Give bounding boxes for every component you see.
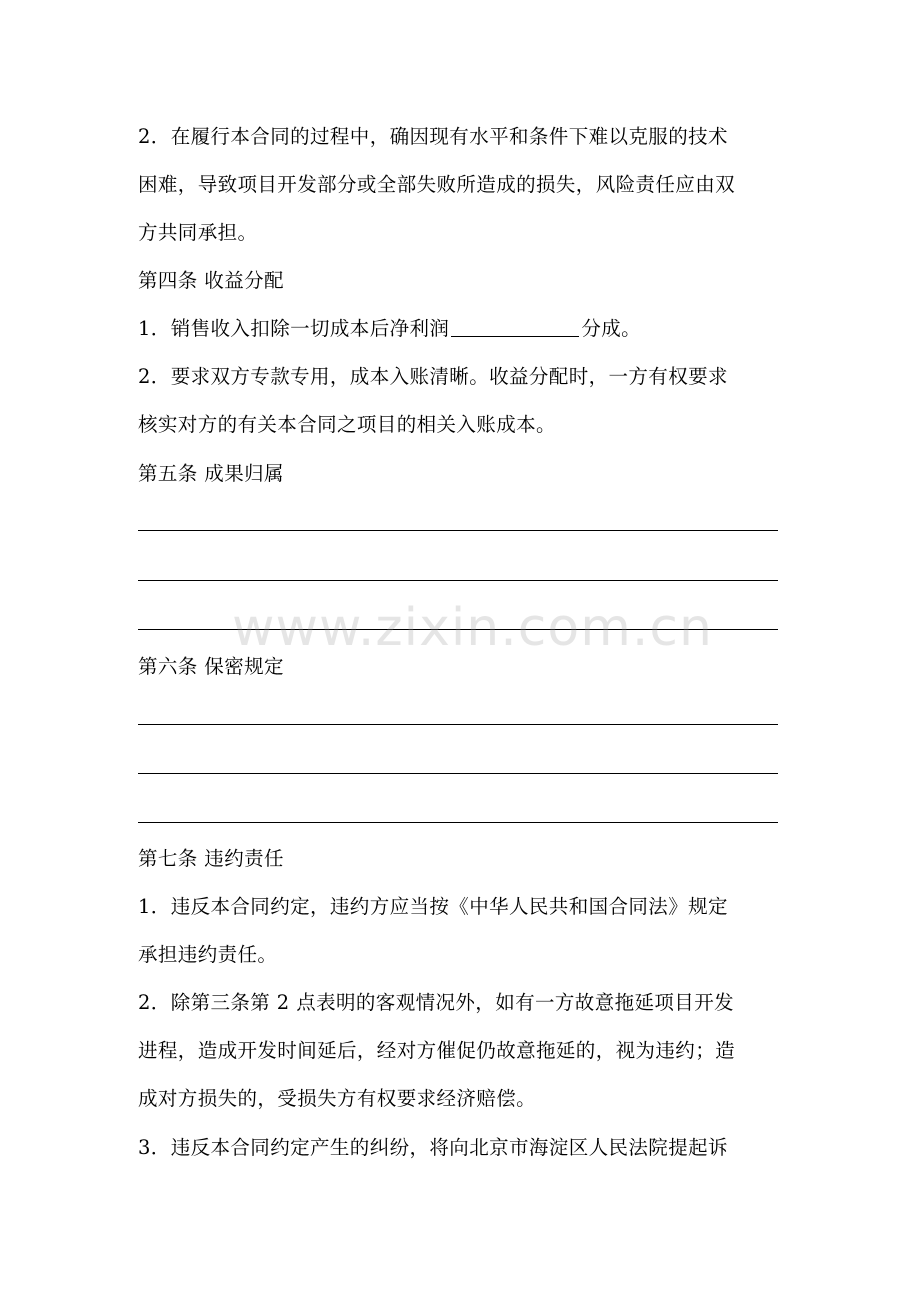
clause3-item2-line3: 方共同承担。 [138,221,258,244]
clause7-item2-line2: 进程，造成开发时间延后，经对方催促仍故意拖延的，视为违约；造 [138,1039,736,1062]
clause7-item2-line3: 成对方损失的，受损失方有权要求经济赔偿。 [138,1087,537,1110]
clause5-title: 第五条 成果归属 [138,462,284,485]
clause3-item2-line2: 困难，导致项目开发部分或全部失败所造成的损失，风险责任应由双 [138,173,736,196]
clause4-title: 第四条 收益分配 [138,269,284,292]
watermark: www.zixin.com.cn [232,598,713,658]
profit-share-blank [451,318,579,337]
clause4-item2-line1: 2．要求双方专款专用，成本入账清晰。收益分配时，一方有权要求 [138,365,728,388]
clause5-blank-line-1 [138,530,778,531]
clause4-item1 [138,316,783,342]
clause7-item3-line1: 3．违反本合同约定产生的纠纷，将向北京市海淀区人民法院提起诉 [138,1136,728,1159]
clause7-item1-line1: 1．违反本合同约定，违约方应当按《中华人民共和国合同法》规定 [138,895,728,918]
clause3-item2-line1: 2．在履行本合同的过程中，确因现有水平和条件下难以克服的技术 [138,125,728,148]
clause4-item2-line2: 核实对方的有关本合同之项目的相关入账成本。 [138,413,556,436]
clause7-item2-line1: 2．除第三条第 2 点表明的客观情况外，如有一方故意拖延项目开发 [138,991,735,1014]
clause7-title: 第七条 违约责任 [138,847,284,870]
clause6-blank-line-2 [138,773,778,774]
clause6-blank-line-1 [138,724,778,725]
clause4-item1-suffix: 分成。 [581,317,642,340]
clause5-blank-line-2 [138,580,778,581]
clause7-item1-line2: 承担违约责任。 [138,943,278,966]
clause6-blank-line-3 [138,822,778,823]
clause4-item1-text: 1．销售收入扣除一切成本后净利润 [138,317,450,340]
clause6-title: 第六条 保密规定 [138,655,284,678]
